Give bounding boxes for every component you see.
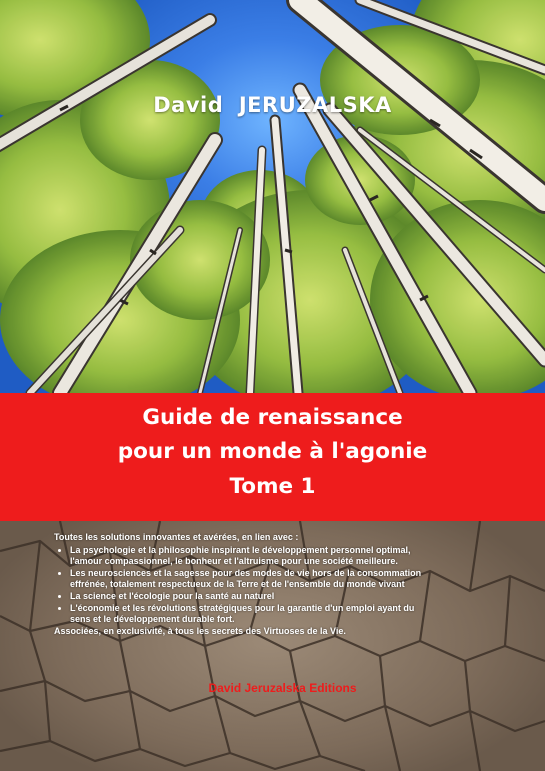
title-band <box>0 393 545 521</box>
list-item: • La science et l'écologie pour la santé au naturel <box>70 591 514 603</box>
topics-list <box>54 545 514 626</box>
description-closing: Associées, en exclusivité, à tous les secrets des Virtuoses de la Vie. <box>54 625 346 636</box>
book-title-line-1: Guide de renaissance <box>142 405 403 430</box>
list-item: • L'économie et les révolutions stratégiques pour la garantie d'un emploi ayant du sens et le développement durable fort. <box>70 603 514 626</box>
description-intro: Toutes les solutions innovantes et avérées, en lien avec : <box>54 532 299 542</box>
list-item: • La psychologie et la philosophie inspirant le développement personnel optimal, l'amour compassionnel, le bonheur et l'altruisme pour une société meilleure. <box>70 545 514 568</box>
tome-number: Tome 1 <box>229 474 316 499</box>
book-description <box>54 532 514 637</box>
book-title-line-2: pour un monde à l'agonie <box>117 439 428 464</box>
author-name: David JERUZALSKA <box>153 93 392 117</box>
list-item: • Les neurosciences et la sagesse pour des modes de vie hors de la consommation effrénée, totalement respectueux de la Terre et de l'ensemble du monde vivant <box>70 568 514 591</box>
publisher-name: David Jeruzalska Editions <box>208 681 357 695</box>
